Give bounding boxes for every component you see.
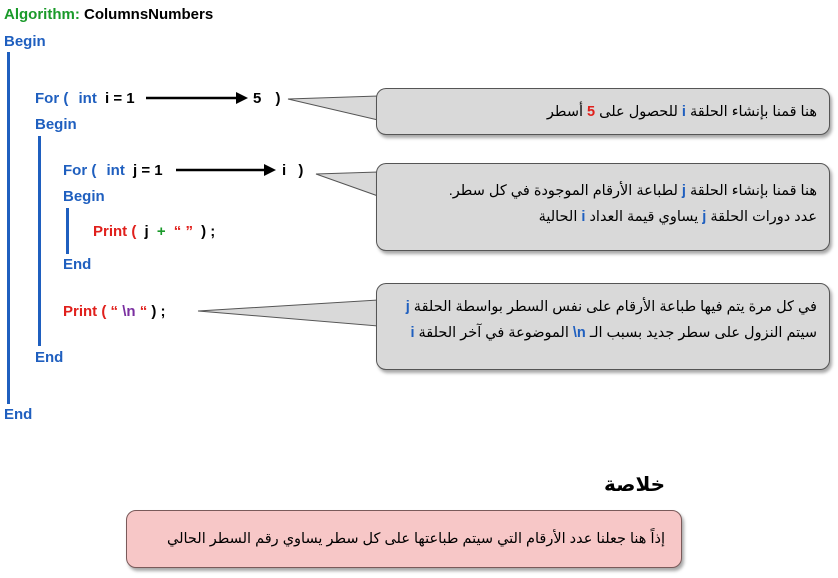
callout-2-l2-text-3: الحالية (538, 209, 578, 225)
for-i-expr: i = 1 (105, 90, 135, 107)
callout-newline (376, 283, 830, 370)
end-i: End (35, 349, 64, 366)
callout-2-l2-text-1: عدد دورات الحلقة (710, 209, 817, 225)
callout-2-l1-var: j (681, 183, 686, 199)
summary-text: إذاً هنا جعلنا عدد الأرقام التي سيتم طباعتها على كل سطر يساوي رقم السطر الحالي (167, 531, 665, 547)
for-i-limit-value: 5 (253, 90, 262, 107)
callout-3-l2-text-2: الموضوعة في آخر الحلقة (418, 325, 569, 341)
callout-1-text-1: هنا قمنا بإنشاء الحلقة (689, 104, 817, 120)
callout-3-l2-text-1: سيتم النزول على سطر جديد بسبب الـ (589, 325, 817, 341)
for-j-type: int (106, 162, 125, 179)
callout-loop-i (376, 88, 830, 135)
print-j-var: j (144, 223, 149, 240)
callout-3-l2-var: i (410, 325, 415, 341)
for-i-type: int (78, 90, 97, 107)
callout-2-l1-text-1: هنا قمنا بإنشاء الحلقة (689, 183, 817, 199)
algorithm-name: ColumnsNumbers (84, 6, 214, 23)
for-j-limit-value: i (282, 162, 287, 179)
callout-2-l2-var: j (702, 209, 707, 225)
summary-box (126, 510, 682, 568)
for-i-close: ) (275, 90, 281, 107)
begin-outer: Begin (4, 33, 46, 50)
callout-3-l1-var: j (405, 299, 410, 315)
callout-1-text-3: أسطر (546, 104, 583, 120)
begin-i: Begin (35, 116, 77, 133)
print-nl-quote-open: “ (110, 303, 119, 320)
callout-2-l2-var2: i (581, 209, 586, 225)
callout-3-pointer (198, 300, 378, 326)
callout-1-var: i (681, 104, 686, 120)
summary-title: خلاصة (604, 474, 666, 496)
print-nl-quote-close: “ (139, 303, 148, 320)
print-j-plus: + (156, 223, 166, 240)
callout-3-l1-text-1: في كل مرة يتم فيها طباعة الأرقام على نفس السطر بواسطة الحلقة (413, 299, 817, 315)
for-j-keyword: For ( (63, 162, 97, 179)
callout-loop-j (376, 163, 830, 251)
for-i-keyword: For ( (35, 90, 69, 107)
callout-3-l2-escape: \n (572, 325, 586, 341)
callout-1-number: 5 (587, 104, 596, 120)
print-j-string: “ ” (173, 223, 193, 240)
print-nl-escape: \n (122, 303, 136, 320)
end-j: End (63, 256, 92, 273)
end-outer: End (4, 406, 33, 423)
begin-j: Begin (63, 188, 105, 205)
print-j-keyword: Print ( (93, 223, 137, 240)
for-j-expr: j = 1 (133, 162, 163, 179)
print-nl-keyword: Print ( (63, 303, 107, 320)
algorithm-label: Algorithm: (4, 6, 80, 23)
callout-2-pointer (316, 172, 378, 196)
callout-2-l1-text-2: لطباعة الأرقام الموجودة في كل سطر. (448, 183, 678, 199)
callout-1-pointer (288, 96, 378, 120)
print-nl-close: ) ; (151, 303, 166, 320)
callout-1-text-2: للحصول على (599, 104, 678, 120)
print-j-close: ) ; (201, 223, 216, 240)
for-j-close: ) (298, 162, 304, 179)
callout-2-l2-text-2: يساوي قيمة العداد (589, 209, 699, 225)
